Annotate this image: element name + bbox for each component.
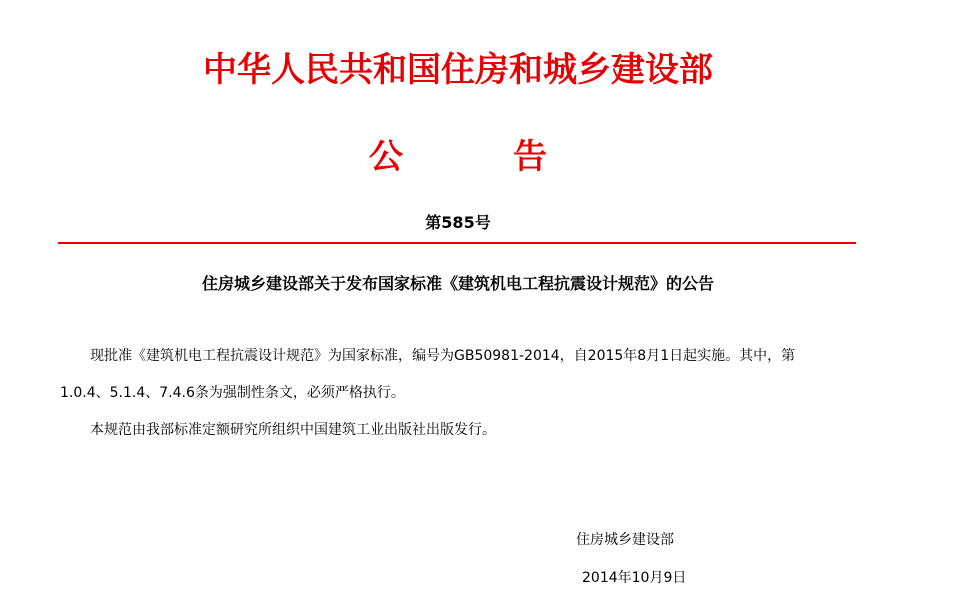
issue-number: 第585号: [425, 213, 491, 232]
red-divider: [58, 242, 856, 244]
body-paragraph-1-line-1: 现批准《建筑机电工程抗震设计规范》为国家标准，编号为GB50981-2014，自2015年8月1日起实施。其中，第: [90, 348, 796, 364]
body-paragraph-1-line-2: 1.0.4、5.1.4、7.4.6条为强制性条文，必须严格执行。: [60, 385, 405, 401]
ministry-title: 中华人民共和国住房和城乡建设部: [203, 50, 713, 90]
body-paragraph-2: 本规范由我部标准定额研究所组织中国建筑工业出版社出版发行。: [90, 422, 496, 438]
notice-heading: [0, 133, 916, 181]
notice-char-1: 公: [369, 137, 403, 177]
issue-date: 2014年10月9日: [582, 570, 687, 586]
notice-char-2: 告: [513, 137, 547, 177]
announcement-title: 住房城乡建设部关于发布国家标准《建筑机电工程抗震设计规范》的公告: [201, 274, 714, 293]
issuer-signature: 住房城乡建设部: [576, 532, 674, 548]
